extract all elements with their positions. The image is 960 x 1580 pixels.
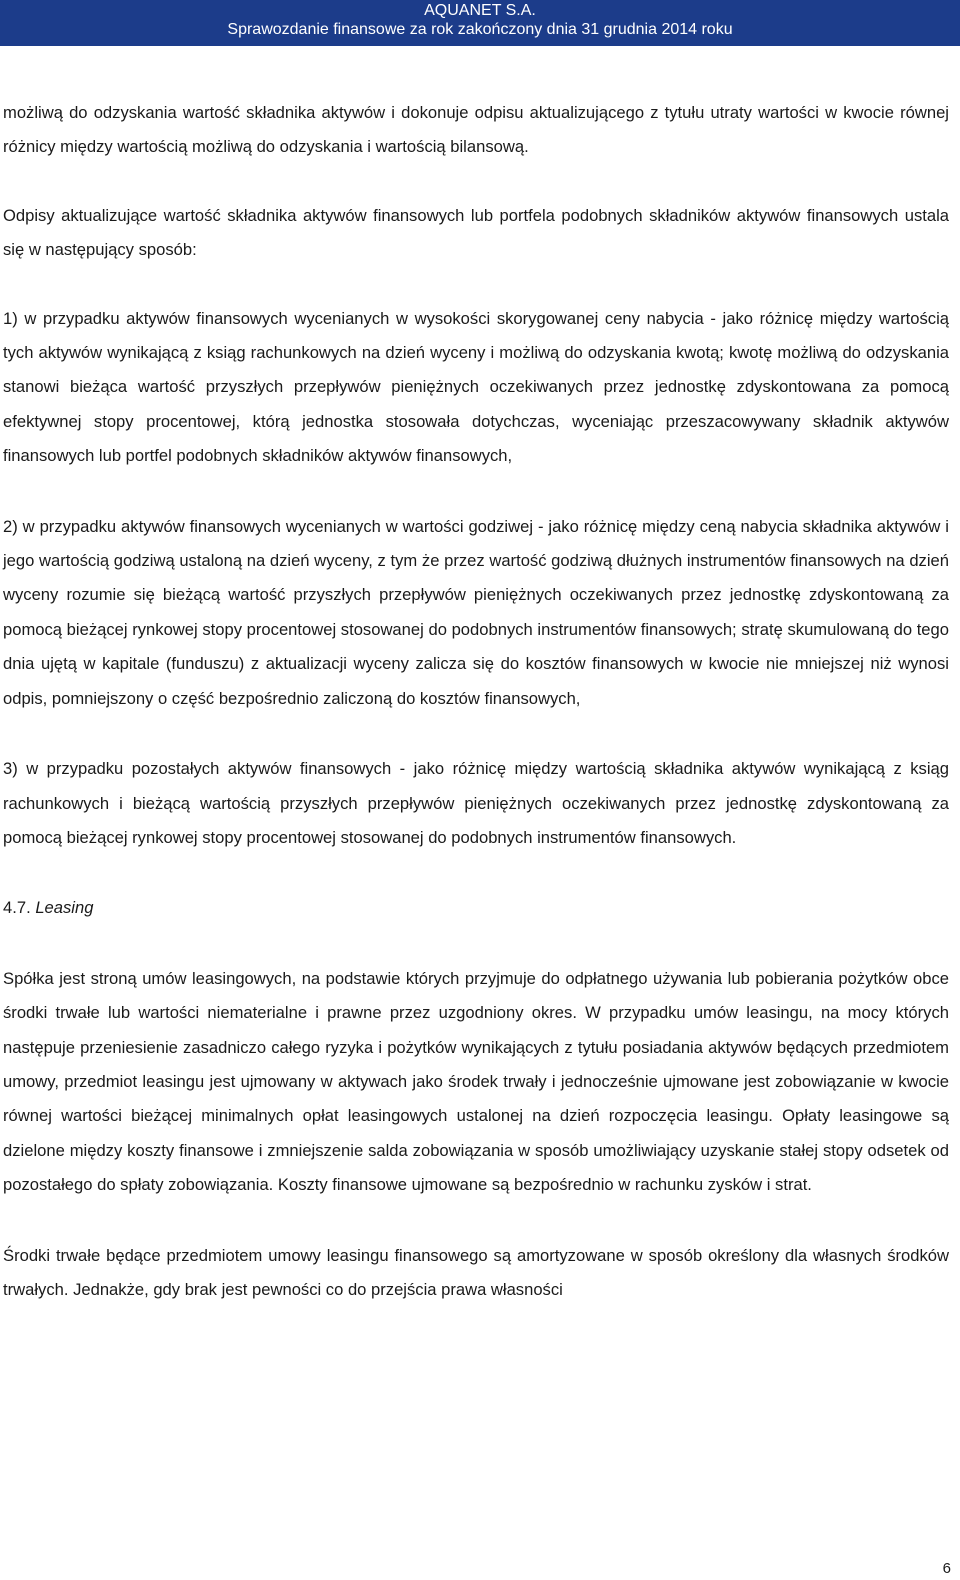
section-heading xyxy=(3,891,949,925)
paragraph-impairment-intro: możliwą do odzyskania wartość składnika aktywów i dokonuje odpisu aktualizującego z tytułu utraty wartości w kwocie równej różnicy między wartością możliwą do odzyskania i wartością bilansową. xyxy=(3,103,949,157)
paragraph-spacer xyxy=(3,926,949,962)
paragraph-point-3: 3) w przypadku pozostałych aktywów finansowych - jako różnicę między wartością składnika aktywów wynikającą z ksiąg rachunkowych i bieżącą wartością przyszłych przepływów pieniężnych oczekiwanych przez jednostkę zdyskontowaną za pomocą bieżącej rynkowej stopy procentowej stosowanej do podobnych instrumentów finansowych. xyxy=(3,759,949,847)
paragraph-spacer xyxy=(3,268,949,302)
document-body xyxy=(3,96,949,1307)
paragraph-impairment-method: Odpisy aktualizujące wartość składnika aktywów finansowych lub portfela podobnych składników aktywów finansowych ustala się w następujący sposób: xyxy=(3,205,949,260)
paragraph-spacer xyxy=(3,474,949,510)
paragraph-spacer xyxy=(3,855,949,891)
report-title: Sprawozdanie finansowe za rok zakończony dnia 31 grudnia 2014 roku xyxy=(227,21,733,38)
company-name: AQUANET S.A. xyxy=(424,2,536,19)
section-number: 4.7. xyxy=(3,898,31,918)
paragraph-spacer xyxy=(3,165,949,199)
paragraph-point-2: 2) w przypadku aktywów finansowych wycenianych w wartości godziwej - jako różnicę między ceną nabycia składnika aktywów i jego wartością godziwą ustaloną na dzień wyceny, z tym że przez wartość godziwą dłużnych instrumentów finansowych na dzień wyceny rozumie się bieżącą wartość przyszłych przepływów pieniężnych oczekiwanych przez jednostkę zdyskontowaną za pomocą bieżącej rynkowej stopy procentowej stosowanej do podobnych instrumentów finansowych; stratę skumulowaną do tego dnia ujętą w kapitale (funduszu) z aktualizacji wyceny zalicza się do kosztów finansowych w kwocie nie mniejszej niż wynosi odpis, pomniejszony o część bezpośrednio zaliczoną do kosztów finansowych, xyxy=(3,516,949,708)
paragraph-spacer xyxy=(3,1203,949,1239)
paragraph-leasing: Spółka jest stroną umów leasingowych, na podstawie których przyjmuje do odpłatnego używania lub pobierania pożytków obce środki trwałe lub wartości niematerialne i prawne przez uzgodniony okres. W przypadku umów leasingu, na mocy których następuje przeniesienie zasadniczo całego ryzyka i pożytków wynikających z tytułu posiadania aktywów będących przedmiotem umowy, przedmiot leasingu jest ujmowany w aktywach jako środek trwały i jednocześnie ujmowane jest zobowiązanie w kwocie równej wartości bieżącej minimalnych opłat leasingowych ustalonej na dzień rozpoczęcia leasingu. Opłaty leasingowe są dzielone między koszty finansowe i zmniejszenie salda zobowiązania w sposób umożliwiający uzyskanie stałej stopy odsetek od pozostałego do spłaty zobowiązania. Koszty finansowe ujmowane są bezpośrednio w rachunku zysków i strat. xyxy=(3,968,949,1195)
paragraph-point-1: 1) w przypadku aktywów finansowych wycenianych w wysokości skorygowanej ceny nabycia - jako różnicę między wartością tych aktywów wynikającą z ksiąg rachunkowych na dzień wyceny i możliwą do odzyskania kwotą; kwotę możliwą do odzyskania stanowi bieżąca wartość przyszłych przepływów pieniężnych oczekiwanych przez jednostkę zdyskontowana za pomocą efektywnej stopy procentowej, którą jednostka stosowała dotychczas, wyceniając przeszacowywany składnik aktywów finansowych lub portfel podobnych składników aktywów finansowych, xyxy=(3,308,949,466)
section-title: Leasing xyxy=(35,898,94,918)
paragraph-spacer xyxy=(3,716,949,752)
paragraph-leasing-depreciation: Środki trwałe będące przedmiotem umowy leasingu finansowego są amortyzowane w sposób określony dla własnych środków trwałych. Jednakże, gdy brak jest pewności co do przejścia prawa własności xyxy=(3,1245,949,1299)
page-header xyxy=(0,0,960,46)
page-number: 6 xyxy=(942,1560,951,1577)
